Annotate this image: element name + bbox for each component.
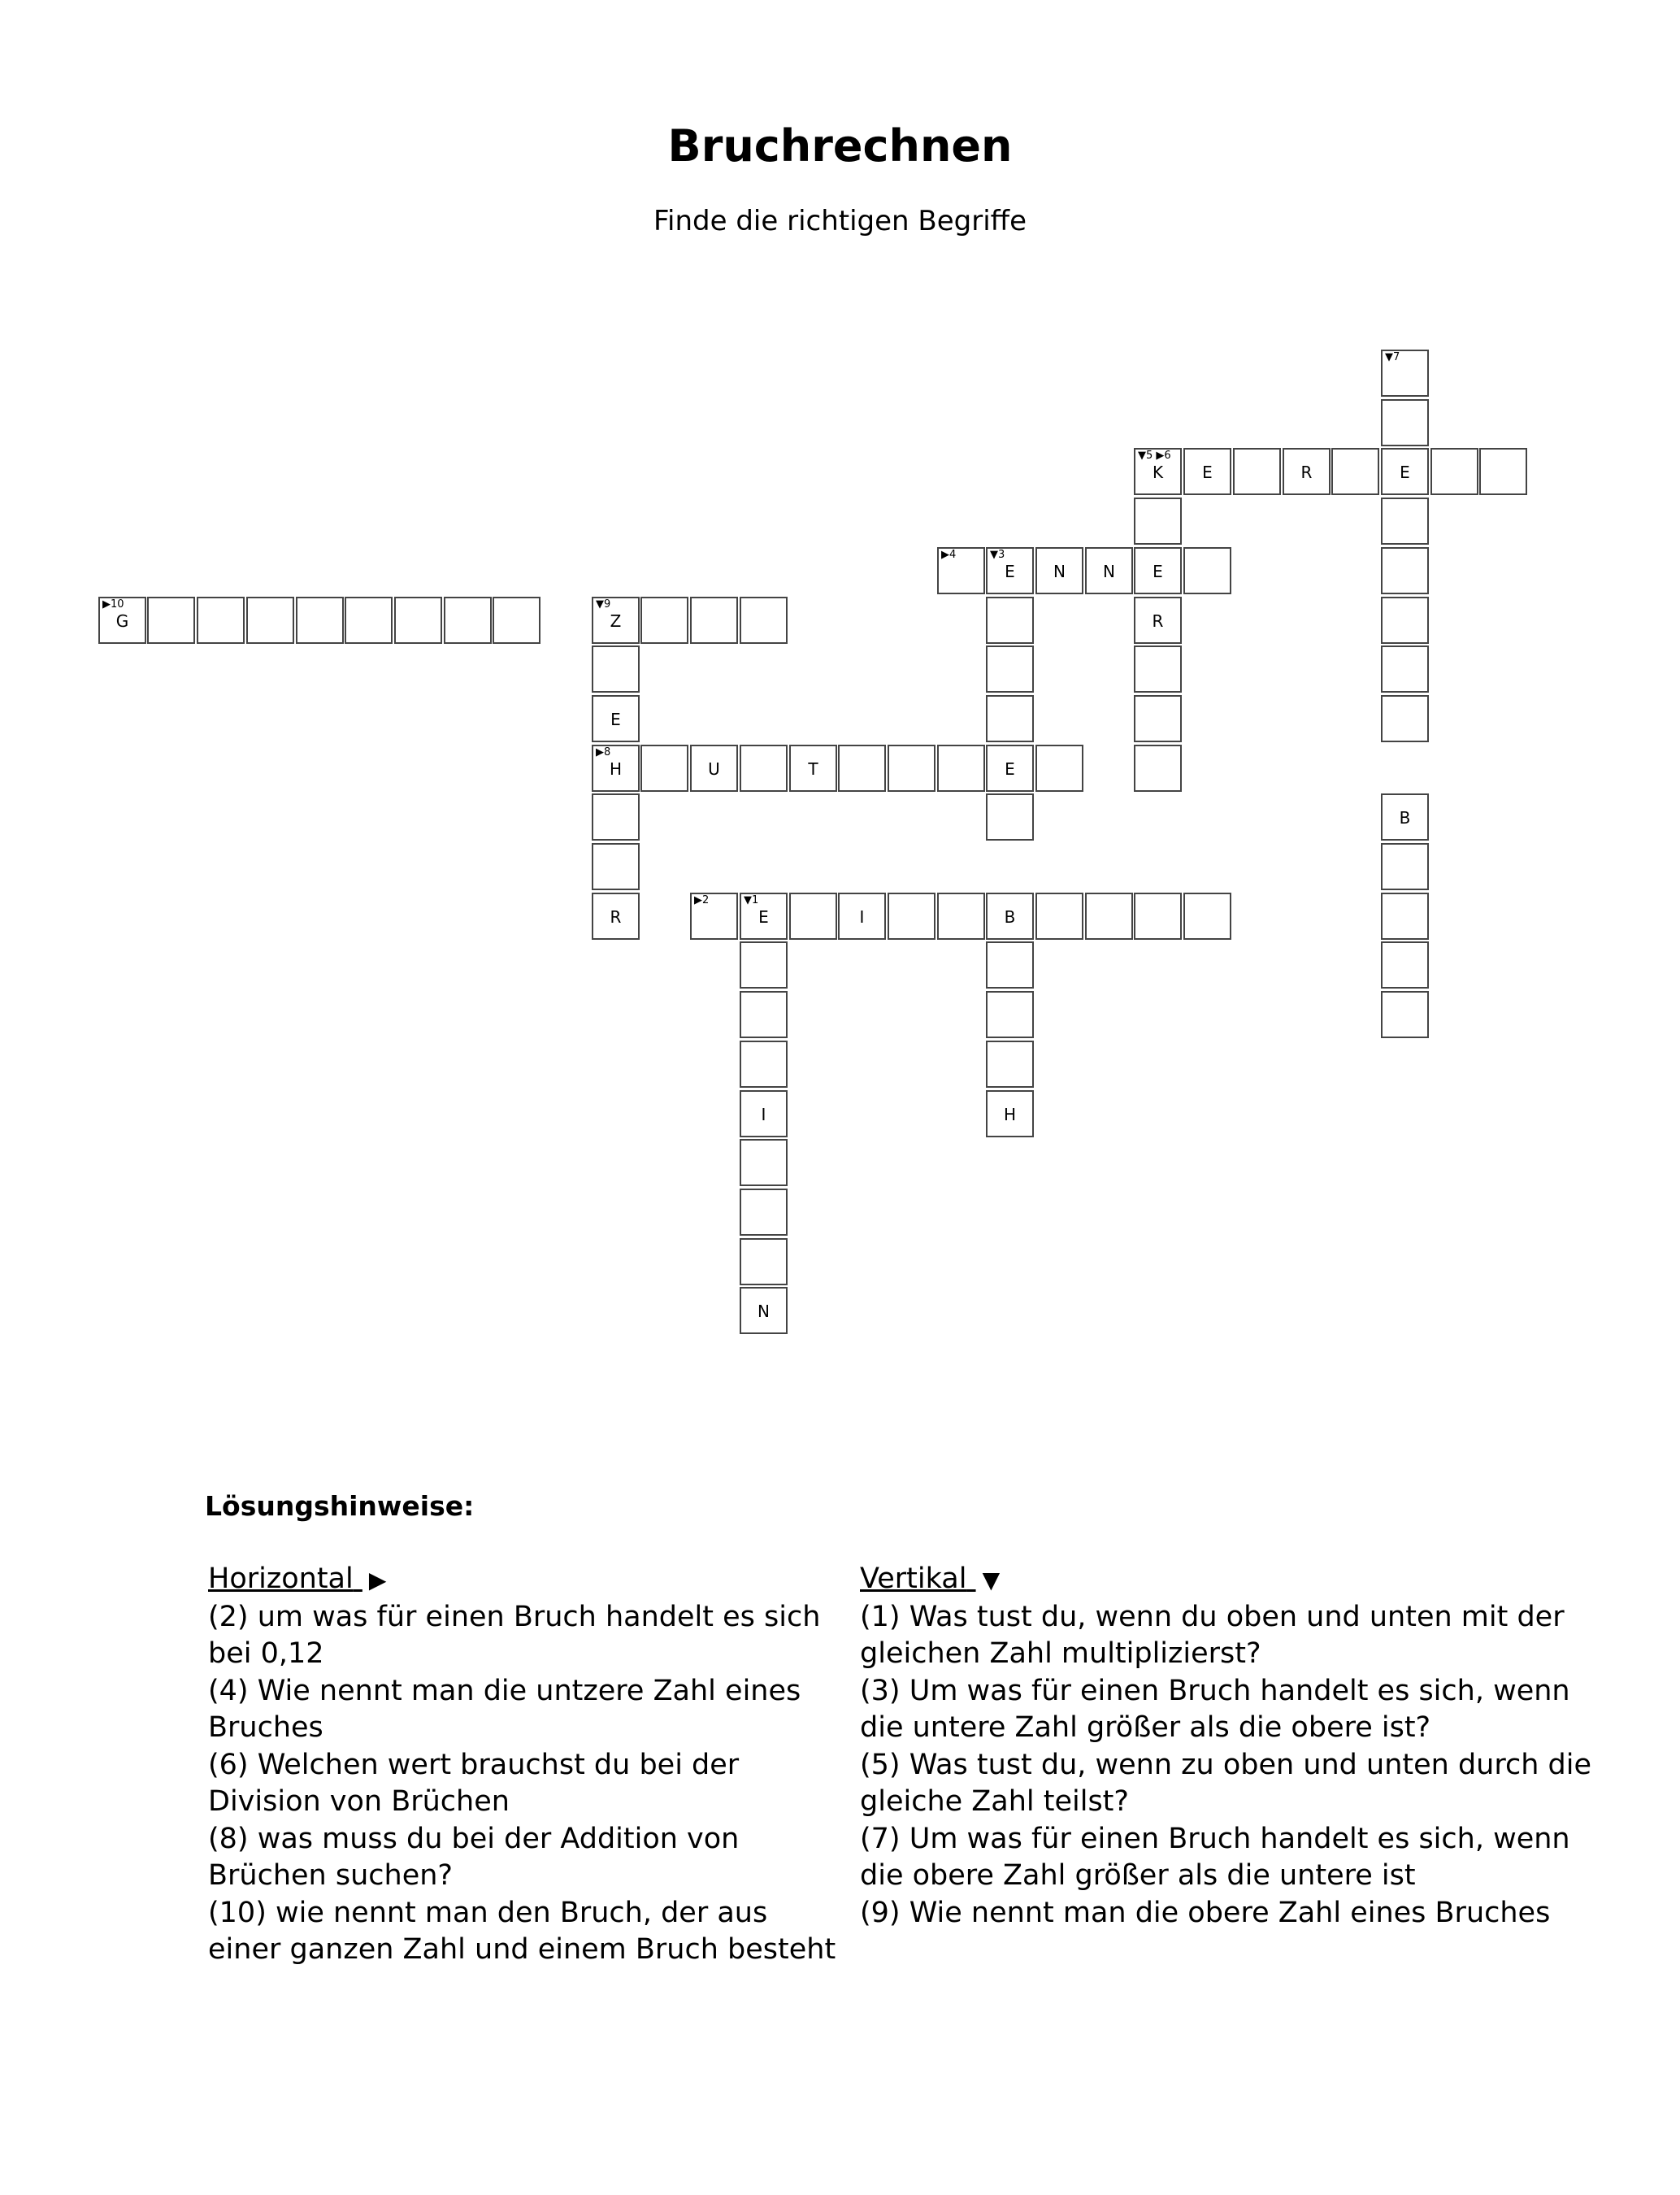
crossword-cell[interactable]	[1134, 745, 1182, 792]
crossword-cell[interactable]	[740, 1090, 788, 1137]
horizontal-heading	[208, 1561, 842, 1599]
crossword-cell[interactable]	[1134, 448, 1182, 495]
crossword-cell[interactable]	[986, 991, 1034, 1038]
crossword-cell[interactable]	[1035, 547, 1083, 594]
clue-h8: (8) was muss du bei der Addition von Brüchen suchen?	[208, 1822, 740, 1892]
crossword-cell[interactable]	[1331, 448, 1379, 495]
clue-v3: (3) Um was für einen Bruch handelt es sich, wenn die untere Zahl größer als die obere ist?	[860, 1674, 1570, 1744]
crossword-cell[interactable]	[98, 597, 146, 644]
crossword-cell[interactable]	[1430, 448, 1478, 495]
crossword-cell[interactable]	[789, 745, 837, 792]
horizontal-heading-label: Horizontal	[208, 1563, 354, 1595]
vertical-heading	[860, 1561, 1591, 1599]
crossword-cell[interactable]	[1283, 448, 1331, 495]
crossword-cell[interactable]	[888, 745, 936, 792]
crossword-cell[interactable]	[592, 645, 640, 693]
cell-letter: H	[609, 759, 623, 779]
crossword-cell[interactable]	[1134, 893, 1182, 940]
crossword-cell[interactable]	[592, 597, 640, 644]
clue-v9: (9) Wie nennt man die obere Zahl eines Bruches	[860, 1896, 1551, 1929]
crossword-cell[interactable]	[1381, 793, 1429, 841]
crossword-cell[interactable]	[1381, 991, 1429, 1038]
cell-letter: E	[1005, 562, 1015, 581]
cell-letter: G	[115, 611, 129, 631]
crossword-cell[interactable]	[838, 893, 886, 940]
crossword-cell[interactable]	[1381, 645, 1429, 693]
clue-v5: (5) Was tust du, wenn zu oben und unten durch die gleiche Zahl teilst?	[860, 1748, 1592, 1818]
crossword-cell[interactable]	[740, 941, 788, 989]
crossword-cell[interactable]	[986, 1041, 1034, 1088]
cell-letter: R	[1152, 611, 1164, 631]
cell-letter: I	[859, 907, 865, 927]
crossword-cell[interactable]	[740, 893, 788, 940]
cell-letter: N	[1053, 562, 1066, 581]
crossword-cell[interactable]	[986, 645, 1034, 693]
crossword-cell[interactable]	[1381, 843, 1429, 890]
crossword-cell[interactable]	[1183, 893, 1231, 940]
cell-letter: N	[758, 1302, 770, 1321]
crossword-cell[interactable]	[147, 597, 195, 644]
crossword-cell[interactable]	[740, 745, 788, 792]
clue-number: ▶2	[694, 894, 710, 906]
crossword-cell[interactable]	[1085, 547, 1133, 594]
crossword-cell[interactable]	[986, 597, 1034, 644]
down-arrow-icon: ▼	[982, 1567, 1001, 1593]
crossword-cell[interactable]	[838, 745, 886, 792]
crossword-cell[interactable]	[444, 597, 492, 644]
clue-number: ▶8	[596, 746, 611, 758]
clue-v1: (1) Was tust du, wenn du oben und unten mit der gleichen Zahl multiplizierst?	[860, 1600, 1565, 1670]
crossword-cell[interactable]	[740, 1287, 788, 1334]
clue-number: ▶10	[102, 598, 124, 611]
crossword-cell[interactable]	[1381, 893, 1429, 940]
cell-letter: U	[708, 759, 720, 779]
page-subtitle: Finde die richtigen Begriffe	[653, 205, 1027, 237]
crossword-cell[interactable]	[1381, 399, 1429, 446]
crossword-cell[interactable]	[986, 793, 1034, 841]
cell-letter: H	[1003, 1105, 1017, 1124]
crossword-cell[interactable]	[1381, 498, 1429, 545]
crossword-cell[interactable]	[740, 1189, 788, 1236]
clue-v7: (7) Um was für einen Bruch handelt es sich, wenn die obere Zahl größer als die untere ist	[860, 1822, 1570, 1892]
cell-letter: B	[1004, 907, 1016, 927]
clue-number: ▼7	[1385, 351, 1400, 363]
crossword-cell[interactable]	[246, 597, 294, 644]
cell-letter: I	[761, 1105, 766, 1124]
crossword-cell[interactable]	[394, 597, 442, 644]
crossword-cell[interactable]	[937, 745, 985, 792]
crossword-cell[interactable]	[640, 597, 688, 644]
crossword-cell[interactable]	[986, 547, 1034, 594]
crossword-cell[interactable]	[1134, 498, 1182, 545]
page-title: Bruchrechnen	[667, 120, 1013, 172]
crossword-cell[interactable]	[986, 745, 1034, 792]
crossword-cell[interactable]	[1381, 448, 1429, 495]
cell-letter: R	[610, 907, 622, 927]
cell-letter: E	[1400, 463, 1410, 482]
clue-h2: (2) um was für einen Bruch handelt es sich bei 0,12	[208, 1600, 821, 1670]
crossword-cell[interactable]	[592, 695, 640, 742]
vertical-clues	[860, 1561, 1591, 1932]
crossword-cell[interactable]	[740, 597, 788, 644]
crossword-cell[interactable]	[986, 893, 1034, 940]
cell-letter: E	[1202, 463, 1213, 482]
crossword-cell[interactable]	[1479, 448, 1527, 495]
crossword-cell[interactable]	[592, 843, 640, 890]
crossword-cell[interactable]	[640, 745, 688, 792]
clue-h10: (10) wie nennt man den Bruch, der aus einer ganzen Zahl und einem Bruch besteht	[208, 1896, 836, 1966]
crossword-cell[interactable]	[1381, 350, 1429, 397]
cell-letter: E	[1153, 562, 1163, 581]
crossword-cell[interactable]	[1381, 547, 1429, 594]
crossword-cell[interactable]	[740, 1238, 788, 1285]
crossword-cell[interactable]	[296, 597, 344, 644]
crossword-cell[interactable]	[789, 893, 837, 940]
clue-number: ▼1	[744, 894, 759, 906]
cell-letter: E	[1005, 759, 1015, 779]
crossword-cell[interactable]	[1134, 597, 1182, 644]
crossword-cell[interactable]	[1381, 695, 1429, 742]
cell-letter: E	[610, 710, 621, 729]
crossword-cell[interactable]	[937, 893, 985, 940]
vertical-heading-label: Vertikal	[860, 1563, 967, 1595]
crossword-cell[interactable]	[493, 597, 540, 644]
crossword-cell[interactable]	[1035, 893, 1083, 940]
crossword-cell[interactable]	[592, 745, 640, 792]
crossword-cell[interactable]	[937, 547, 985, 594]
clue-number: ▼9	[596, 598, 611, 611]
clue-number: ▼3	[990, 549, 1005, 561]
crossword-cell[interactable]	[740, 1041, 788, 1088]
crossword-cell[interactable]	[1134, 645, 1182, 693]
crossword-cell[interactable]	[197, 597, 245, 644]
crossword-cell[interactable]	[888, 893, 936, 940]
crossword-cell[interactable]	[1035, 745, 1083, 792]
crossword-cell[interactable]	[740, 1139, 788, 1186]
crossword-cell[interactable]	[1183, 547, 1231, 594]
cell-letter: E	[758, 907, 769, 927]
crossword-cell[interactable]	[592, 893, 640, 940]
crossword-cell[interactable]	[1134, 695, 1182, 742]
clue-number: ▶4	[941, 549, 957, 561]
crossword-cell[interactable]	[1233, 448, 1281, 495]
clue-h6: (6) Welchen wert brauchst du bei der Division von Brüchen	[208, 1748, 740, 1818]
crossword-cell[interactable]	[1183, 448, 1231, 495]
horizontal-clues	[208, 1561, 842, 1969]
crossword-cell[interactable]	[592, 793, 640, 841]
crossword-cell[interactable]	[1134, 547, 1182, 594]
cell-letter: T	[808, 759, 818, 779]
crossword-cell[interactable]	[690, 893, 738, 940]
cell-letter: B	[1399, 808, 1411, 828]
hints-title: Lösungshinweise:	[205, 1490, 475, 1522]
crossword-cell[interactable]	[986, 695, 1034, 742]
crossword-cell[interactable]	[740, 991, 788, 1038]
crossword-cell[interactable]	[690, 745, 738, 792]
crossword-cell[interactable]	[1381, 941, 1429, 989]
clue-number: ▼5 ▶6	[1138, 450, 1171, 462]
clue-h4: (4) Wie nennt man die untzere Zahl eines Bruches	[208, 1674, 801, 1744]
cell-letter: K	[1152, 463, 1164, 482]
crossword-cell[interactable]	[986, 941, 1034, 989]
cell-letter: Z	[610, 611, 622, 631]
crossword-cell[interactable]	[1381, 597, 1429, 644]
crossword-cell[interactable]	[986, 1090, 1034, 1137]
crossword-cell[interactable]	[690, 597, 738, 644]
right-arrow-icon: ▶	[368, 1567, 387, 1593]
crossword-cell[interactable]	[345, 597, 393, 644]
cell-letter: N	[1103, 562, 1115, 581]
crossword-cell[interactable]	[1085, 893, 1133, 940]
cell-letter: R	[1300, 463, 1313, 482]
